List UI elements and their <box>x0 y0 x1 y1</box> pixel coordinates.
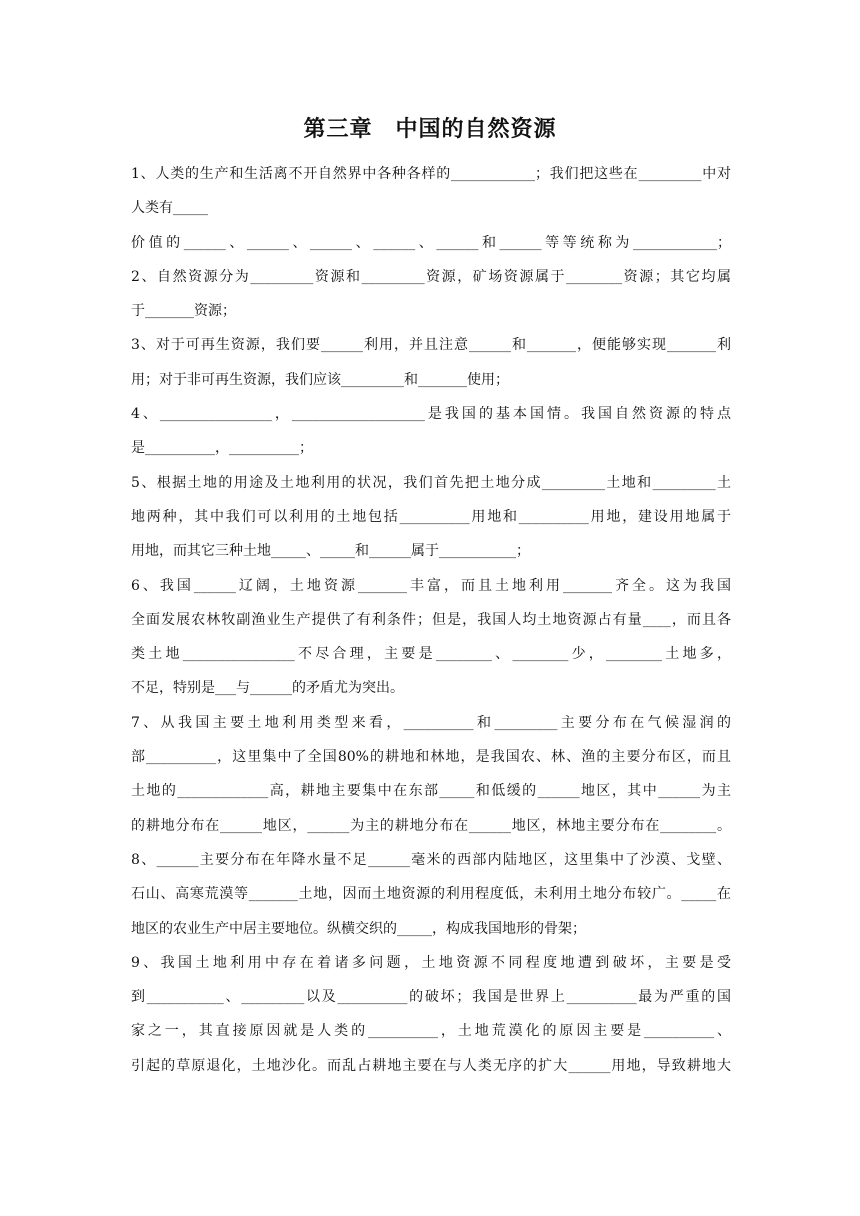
text-line: 是__________，__________； <box>131 440 313 457</box>
text-line: 到___________、_________以及__________的破坏；我国是世界上__________最为严重的国 <box>131 989 731 1006</box>
text-line: 引起的草原退化，土地沙化。而乱占耕地主要在与人类无序的扩大______用地，导致耕地大 <box>131 1057 731 1074</box>
worksheet-body <box>131 157 731 1083</box>
text-line: 3、对于可再生资源，我们要______利用，并且注意______和_______，便能够实现_______利 <box>131 337 731 354</box>
text-line: 5、根据土地的用途及土地利用的状况，我们首先把土地分成_________土地和_________土 <box>131 474 731 491</box>
text-line: 地两种，其中我们可以利用的土地包括__________用地和__________用地，建设用地属于 <box>131 508 731 525</box>
text-line: 的耕地分布在______地区，______为主的耕地分布在______地区，林地主要分布在________。 <box>131 817 731 834</box>
text-line: 1、人类的生产和生活离不开自然界中各种各样的____________；我们把这些在_________中对 <box>131 166 731 182</box>
text-line: 6、我国______辽阔，土地资源_______丰富，而且土地利用_______齐全。这为我国 <box>131 577 731 594</box>
text-line: 不足，特别是___与______的矛盾尤为突出。 <box>131 680 404 697</box>
text-line: 价值的______、______、______、______、______和______等等统称为____________； <box>131 234 731 251</box>
text-line: 用地，而其它三种土地_____、_____和______属于___________； <box>131 543 530 560</box>
text-line: 于_______资源； <box>131 303 236 320</box>
text-line: 2、自然资源分为_________资源和_________资源，矿场资源属于________资源；其它均属 <box>131 268 731 285</box>
text-line: 部__________，这里集中了全国80%的耕地和林地，是我国农、林、渔的主要分布区，而且 <box>131 749 731 766</box>
text-line: 石山、高寒荒漠等_______土地，因而土地资源的利用程度低，未利用土地分布较广。_____在 <box>131 886 731 903</box>
text-line: 7、从我国主要土地利用类型来看，__________和_________主要分布在气候湿润的 <box>131 714 731 731</box>
text-line: 9、我国土地利用中存在着诸多问题，土地资源不同程度地遭到破坏，主要是受 <box>131 954 731 971</box>
text-line: 人类有_____ <box>131 200 208 217</box>
page-title: 第三章 中国的自然资源 <box>303 117 557 142</box>
text-line: 全面发展农林牧副渔业生产提供了有利条件；但是，我国人均土地资源占有量____，而且各 <box>131 611 731 628</box>
text-line: 地区的农业生产中居主要地位。纵横交织的_____，构成我国地形的骨架； <box>131 920 586 937</box>
text-line: 家之一，其直接原因就是人类的__________，土地荒漠化的原因主要是__________、 <box>131 1023 731 1040</box>
text-line: 8、______主要分布在年降水量不足______毫米的西部内陆地区，这里集中了沙漠、戈壁、 <box>131 851 731 868</box>
text-line: 4、________________，___________________是我国的基本国情。我国自然资源的特点 <box>131 406 731 423</box>
text-line: 用；对于非可再生资源，我们应该_________和_______使用； <box>131 371 509 388</box>
text-line: 土地的_____________高，耕地主要集中在东部_____和低缓的______地区，其中______为主 <box>131 783 731 800</box>
text-line: 类土地________________不尽合理，主要是________、________少，________土地多， <box>131 646 731 663</box>
